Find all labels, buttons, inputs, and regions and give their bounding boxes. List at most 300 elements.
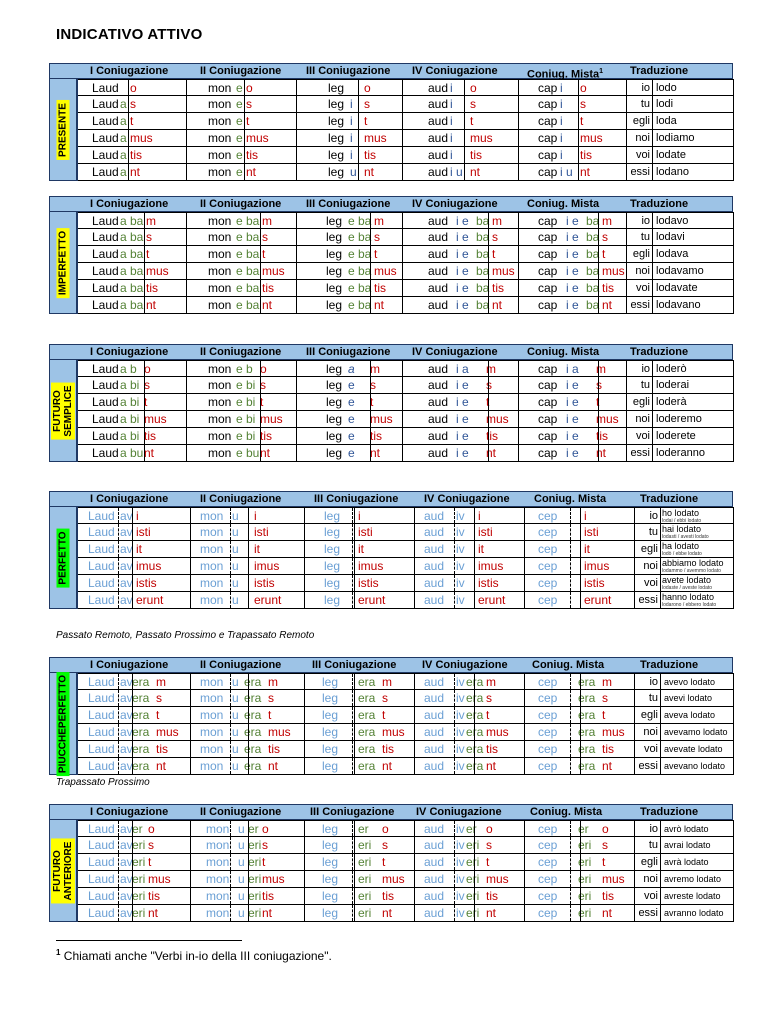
form-part: imus — [478, 559, 504, 573]
column-divider — [190, 871, 191, 887]
column-divider — [518, 377, 519, 393]
stem-separator — [352, 854, 353, 870]
form-part: era — [466, 708, 484, 722]
form-part: a — [348, 362, 355, 376]
form-part: eri — [358, 872, 372, 886]
form-part: era — [244, 759, 262, 773]
ending-separator — [354, 871, 355, 887]
form-part: eri — [466, 889, 480, 903]
column-divider — [524, 871, 525, 887]
ending-separator — [578, 164, 579, 180]
ending-separator — [248, 724, 249, 740]
ending-separator — [128, 80, 129, 95]
form-part: mus — [260, 412, 283, 426]
ending-separator — [144, 229, 145, 245]
form-part: imus — [136, 559, 162, 573]
column-divider — [524, 524, 525, 540]
column-divider — [626, 213, 627, 228]
table-row — [78, 575, 734, 592]
translation-divider — [652, 130, 653, 146]
stem-separator — [454, 821, 455, 836]
column-divider — [190, 592, 191, 608]
form-part: Laud — [88, 559, 115, 573]
column-divider — [626, 377, 627, 393]
ending-separator — [358, 96, 359, 112]
column-divider — [414, 871, 415, 887]
column-divider — [402, 130, 403, 146]
column-divider — [186, 164, 187, 180]
form-part: t — [580, 114, 584, 128]
form-part: Laud — [92, 131, 119, 145]
form-part: ba — [476, 247, 490, 261]
ending-separator — [248, 741, 249, 757]
pronoun: essi — [638, 907, 658, 919]
ending-separator — [580, 541, 581, 557]
form-part: mon — [208, 362, 232, 376]
column-divider — [634, 558, 635, 574]
form-part: t — [268, 708, 272, 722]
form-part: nt — [486, 906, 497, 920]
table-row — [78, 524, 734, 541]
translation: lodavi — [656, 231, 685, 243]
ending-separator — [248, 821, 249, 836]
form-part: u — [232, 708, 239, 722]
form-part: u — [232, 691, 239, 705]
ending-separator — [488, 297, 489, 313]
column-divider — [402, 229, 403, 245]
form-part: leg — [322, 708, 339, 722]
form-part: Laud — [88, 906, 115, 920]
table-row — [78, 871, 734, 888]
form-part: i — [560, 148, 563, 162]
column-divider — [304, 837, 305, 853]
tense-label: FUTURO SEMPLICE — [51, 382, 75, 439]
column-divider — [518, 80, 519, 95]
form-part: e — [348, 298, 355, 312]
form-part: av — [120, 872, 133, 886]
column-divider — [304, 741, 305, 757]
translation — [662, 575, 712, 591]
form-part: aud — [424, 708, 445, 722]
ending-separator — [132, 558, 133, 574]
form-part: o — [148, 822, 155, 836]
ending-separator — [488, 411, 489, 427]
form-part: era — [466, 675, 484, 689]
column-divider — [296, 164, 297, 180]
column-divider — [296, 280, 297, 296]
header-3: III Coniugazione — [314, 493, 399, 505]
form-part: ba — [358, 214, 372, 228]
form-part: cep — [538, 759, 558, 773]
form-part: er — [132, 822, 143, 836]
header-2: II Coniugazione — [200, 493, 282, 505]
form-part: e — [236, 230, 243, 244]
form-part: bi — [130, 378, 140, 392]
form-part: Laud — [88, 822, 115, 836]
column-divider — [524, 707, 525, 723]
translation: avevamo lodato — [664, 727, 728, 737]
column-divider — [518, 229, 519, 245]
translation-divider — [660, 575, 661, 591]
form-part: s — [382, 691, 388, 705]
stem-separator — [352, 558, 353, 574]
form-part: mus — [374, 264, 397, 278]
form-part: mon — [208, 429, 232, 443]
translation: avrà lodato — [664, 857, 709, 867]
form-part: tis — [156, 742, 168, 756]
form-part: Laud — [92, 81, 119, 95]
conjugation-grid — [77, 212, 734, 314]
column-divider — [414, 558, 415, 574]
column-divider — [733, 297, 734, 313]
form-part: a — [120, 412, 127, 426]
stem-separator — [352, 724, 353, 740]
form-part: istis — [478, 576, 499, 590]
translation-divider — [652, 263, 653, 279]
translation: lodavate — [656, 282, 698, 294]
ending-separator — [488, 263, 489, 279]
pronoun: egli — [640, 856, 658, 868]
form-part: er — [248, 822, 259, 836]
form-part: u — [232, 576, 239, 590]
form-part: e — [348, 264, 355, 278]
translation-divider — [660, 905, 661, 921]
form-part: t — [486, 395, 490, 409]
tense-label-box — [49, 212, 77, 314]
translation: avremo lodato — [664, 874, 722, 884]
form-part: mon — [206, 906, 230, 920]
stem-separator — [230, 837, 231, 853]
conjugation-grid — [77, 79, 734, 181]
header-1: I Coniugazione — [90, 806, 169, 818]
translation-alt: lodasti / avesti lodato — [662, 534, 709, 540]
form-part: ba — [130, 230, 144, 244]
form-part: eri — [248, 855, 262, 869]
ending-separator — [354, 854, 355, 870]
form-part: t — [382, 708, 386, 722]
pronoun: tu — [648, 692, 658, 704]
header-5: Coniug. Mista — [530, 806, 603, 818]
form-part: nt — [268, 759, 279, 773]
table-row — [78, 820, 734, 837]
form-part: o — [246, 81, 253, 95]
form-part: t — [262, 247, 266, 261]
form-part: av — [120, 559, 133, 573]
form-part: isti — [584, 525, 599, 539]
stem-separator — [352, 690, 353, 706]
stem-separator — [570, 707, 571, 723]
column-divider — [626, 246, 627, 262]
column-divider — [518, 130, 519, 146]
form-part: eri — [248, 838, 262, 852]
form-part: tis — [268, 742, 280, 756]
column-divider — [733, 213, 734, 228]
column-divider — [733, 758, 734, 774]
stem-separator — [118, 888, 119, 904]
ending-separator — [474, 871, 475, 887]
form-part: mus — [486, 725, 509, 739]
header-6: Traduzione — [630, 346, 689, 358]
translation-divider — [652, 428, 653, 444]
stem-separator — [570, 837, 571, 853]
form-part: u — [232, 559, 239, 573]
form-part: mus — [382, 872, 405, 886]
column-divider — [414, 592, 415, 608]
form-part: u — [232, 525, 239, 539]
form-part: u — [238, 906, 245, 920]
column-divider — [304, 524, 305, 540]
table-header — [49, 344, 733, 360]
tense-label: IMPERFETTO — [57, 227, 70, 297]
form-part: i — [350, 114, 353, 128]
translation-divider — [660, 837, 661, 853]
stem-separator — [230, 541, 231, 557]
form-part: mus — [148, 872, 171, 886]
form-part: e — [236, 395, 243, 409]
form-part: era — [132, 725, 150, 739]
table-row — [78, 854, 734, 871]
column-divider — [190, 821, 191, 836]
form-part: nt — [262, 906, 273, 920]
column-divider — [414, 707, 415, 723]
form-part: leg — [322, 855, 339, 869]
form-part: i — [350, 148, 353, 162]
form-part: Laud — [92, 446, 119, 460]
form-part: a — [120, 298, 127, 312]
form-part: era — [132, 742, 150, 756]
form-part: imus — [584, 559, 610, 573]
stem-separator — [352, 905, 353, 921]
stem-separator — [454, 871, 455, 887]
column-divider — [626, 164, 627, 180]
form-part: era — [578, 742, 596, 756]
form-part: nt — [260, 446, 271, 460]
form-part: s — [130, 97, 136, 111]
section-note: Trapassato Prossimo — [56, 777, 150, 788]
form-part: tis — [602, 742, 614, 756]
form-part: cep — [538, 675, 558, 689]
form-part: erunt — [584, 593, 612, 607]
stem-separator — [454, 524, 455, 540]
form-part: s — [262, 230, 268, 244]
translation: loderà — [656, 396, 687, 408]
form-part: ba — [130, 298, 144, 312]
form-part: o — [602, 822, 609, 836]
form-part: mon — [200, 559, 224, 573]
column-divider — [524, 758, 525, 774]
column-divider — [304, 508, 305, 523]
ending-separator — [354, 575, 355, 591]
pronoun: tu — [648, 839, 658, 851]
form-part: m — [602, 214, 612, 228]
form-part: bi — [246, 429, 256, 443]
form-part: iv — [456, 759, 465, 773]
pronoun: voi — [643, 743, 658, 755]
form-part: era — [578, 675, 596, 689]
form-part: era — [466, 742, 484, 756]
form-part: Laud — [92, 114, 119, 128]
ending-separator — [244, 130, 245, 146]
column-divider — [402, 394, 403, 410]
column-divider — [414, 690, 415, 706]
form-part: t — [260, 395, 264, 409]
pronoun: tu — [640, 231, 650, 243]
form-part: ba — [246, 281, 260, 295]
form-part: e — [236, 131, 243, 145]
ending-separator — [354, 541, 355, 557]
ending-separator — [244, 147, 245, 163]
ending-separator — [248, 592, 249, 608]
translation: avevi lodato — [664, 693, 713, 703]
ending-separator — [354, 724, 355, 740]
form-part: s — [486, 691, 492, 705]
form-part: ba — [130, 214, 144, 228]
form-part: i e — [456, 264, 469, 278]
column-divider — [518, 213, 519, 228]
stem-separator — [454, 541, 455, 557]
form-part: leg — [322, 675, 339, 689]
form-part: leg — [326, 264, 343, 278]
ending-separator — [580, 558, 581, 574]
ending-separator — [132, 690, 133, 706]
column-divider — [626, 147, 627, 163]
ending-separator — [260, 213, 261, 228]
stem-separator — [454, 674, 455, 689]
form-part: i — [350, 131, 353, 145]
form-part: leg — [328, 97, 345, 111]
form-part: mon — [200, 593, 224, 607]
ending-separator — [580, 871, 581, 887]
stem-separator — [352, 524, 353, 540]
translation-divider — [660, 758, 661, 774]
column-divider — [634, 508, 635, 523]
form-part: eri — [248, 889, 262, 903]
ending-separator — [260, 394, 264, 410]
form-part: mus — [382, 725, 405, 739]
column-divider — [733, 377, 734, 393]
stem-separator — [230, 674, 231, 689]
ending-separator — [464, 147, 465, 163]
translation-alt: lodai / ebbi lodato — [662, 518, 702, 524]
ending-separator — [128, 147, 129, 163]
form-part: u — [350, 165, 357, 179]
column-divider — [733, 524, 734, 540]
form-part: aud — [424, 525, 445, 539]
column-divider — [524, 854, 525, 870]
header-6: Traduzione — [640, 659, 699, 671]
form-part: era — [466, 725, 484, 739]
form-part: cap — [538, 378, 558, 392]
form-part: i — [254, 509, 257, 523]
table-row — [78, 246, 734, 263]
form-part: aud — [424, 576, 445, 590]
form-part: eri — [466, 838, 480, 852]
column-divider — [634, 575, 635, 591]
ending-separator — [248, 871, 249, 887]
stem-separator — [118, 854, 119, 870]
form-part: cap — [538, 81, 558, 95]
form-part: cap — [538, 395, 558, 409]
ending-separator — [248, 575, 249, 591]
form-part: tis — [602, 889, 614, 903]
form-part: mus — [262, 872, 285, 886]
form-part: Laud — [88, 742, 115, 756]
column-divider — [190, 575, 191, 591]
form-part: m — [262, 214, 272, 228]
form-part: Laud — [88, 855, 115, 869]
conjugation-grid — [77, 673, 734, 775]
column-divider — [733, 361, 734, 376]
form-part: cep — [538, 708, 558, 722]
column-divider — [524, 575, 525, 591]
column-divider — [414, 888, 415, 904]
column-divider — [304, 592, 305, 608]
form-part: leg — [326, 378, 343, 392]
column-divider — [414, 854, 415, 870]
translation: avreste lodato — [664, 891, 721, 901]
form-part: aud — [428, 230, 449, 244]
form-part: i — [450, 97, 453, 111]
ending-separator — [370, 213, 371, 228]
ending-separator — [248, 558, 249, 574]
translation-divider — [660, 592, 661, 608]
column-divider — [733, 905, 734, 921]
tense-label-box — [49, 360, 77, 462]
ending-separator — [474, 821, 475, 836]
translation-alt: lodammo / avemmo lodato — [662, 568, 721, 574]
ending-separator — [488, 428, 489, 444]
form-part: av — [120, 542, 133, 556]
ending-separator — [132, 888, 133, 904]
form-part: tis — [144, 429, 156, 443]
column-divider — [634, 541, 635, 557]
form-part: eri — [132, 889, 146, 903]
column-divider — [733, 541, 734, 557]
ending-separator — [370, 377, 371, 393]
stem-separator — [230, 575, 231, 591]
form-part: aud — [428, 114, 449, 128]
ending-separator — [370, 297, 371, 313]
tense-label-box — [49, 820, 77, 922]
form-part: ba — [246, 230, 260, 244]
form-part: istis — [254, 576, 275, 590]
form-part: mon — [206, 872, 230, 886]
column-divider — [634, 837, 635, 853]
form-part: eri — [578, 872, 592, 886]
form-part: t — [130, 114, 134, 128]
translation-alt: lodaste / aveste lodato — [662, 585, 713, 591]
form-part: mon — [208, 97, 232, 111]
form-part: a — [120, 148, 127, 162]
ending-separator — [248, 674, 249, 689]
column-divider — [733, 96, 734, 112]
form-part: eri — [132, 906, 146, 920]
pronoun: io — [649, 676, 658, 688]
form-part: i a — [566, 362, 579, 376]
form-part: it — [254, 542, 260, 556]
header-1: I Coniugazione — [90, 493, 169, 505]
form-part: tis — [148, 889, 160, 903]
form-part: isti — [254, 525, 269, 539]
column-divider — [524, 837, 525, 853]
form-part: iv — [456, 742, 465, 756]
ending-separator — [580, 674, 581, 689]
column-divider — [733, 263, 734, 279]
form-part: aud — [428, 97, 449, 111]
form-part: u — [232, 542, 239, 556]
stem-separator — [230, 724, 231, 740]
column-divider — [733, 575, 734, 591]
